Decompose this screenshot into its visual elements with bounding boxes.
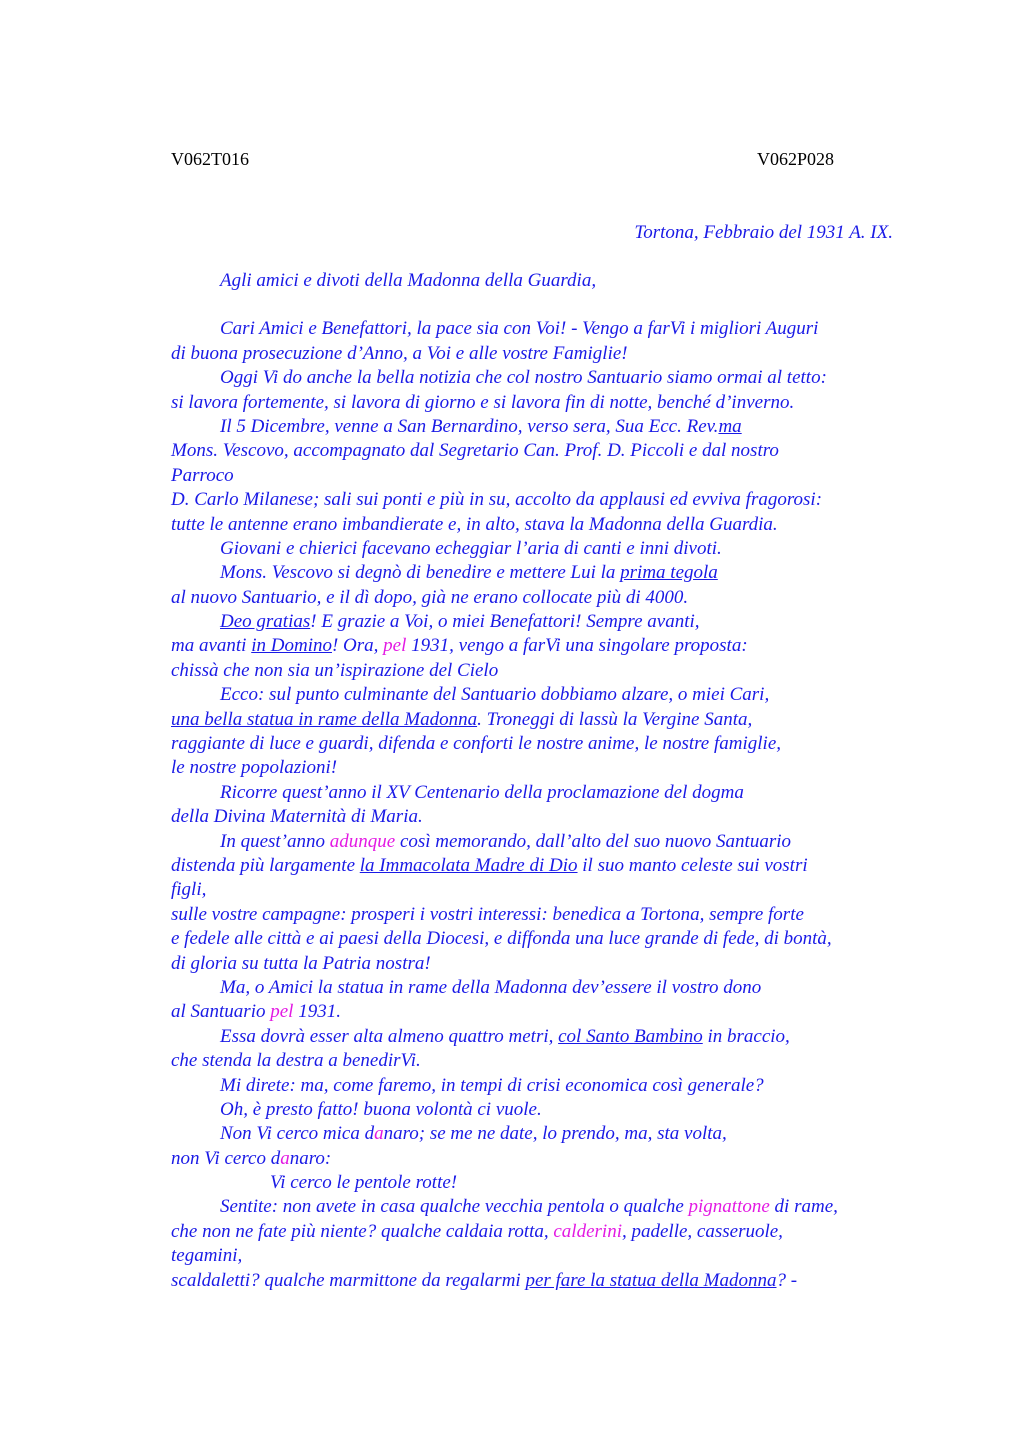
letter-line: si lavora fortemente, si lavora di giorno e si lavora fin di notte, benché d’inverno. [171, 391, 795, 413]
highlighted-word: calderini [553, 1220, 622, 1242]
letter-line: Giovani e chierici facevano echeggiar l’aria di canti e inni divoti. [220, 537, 722, 559]
letter-line: Mi direte: ma, come faremo, in tempi di crisi economica così generale? [220, 1074, 764, 1096]
document-code-right: V062P028 [757, 149, 835, 169]
letter-line: Mons. Vescovo, accompagnato dal Segretario Can. Prof. D. Piccoli e dal nostro [171, 440, 779, 462]
underlined-text: in Domino [251, 635, 332, 657]
letter-line: Oh, è presto fatto! buona volontà ci vuole. [220, 1098, 542, 1120]
letter-line: che stenda la destra a benedirVi. [171, 1050, 421, 1072]
letter-line: Vi cerco le pentole rotte! [270, 1172, 458, 1194]
letter-line: sulle vostre campagne: prosperi i vostri interessi: benedica a Tortona, sempre forte [171, 903, 804, 925]
letter-line: Non Vi cerco mica danaro; se me ne date, lo prendo, ma, sta volta, [220, 1123, 727, 1145]
document-code-left: V062T016 [171, 149, 249, 169]
letter-line: Il 5 Dicembre, venne a San Bernardino, verso sera, Sua Ecc. Rev.ma [220, 415, 742, 437]
highlighted-word: adunque [329, 830, 396, 852]
letter-line: che non ne fate più niente? qualche caldaia rotta, calderini, padelle, casseruole, [171, 1220, 783, 1242]
letter-line: Mons. Vescovo si degnò di benedire e mettere Lui la prima tegola [220, 562, 718, 584]
letter-line: Cari Amici e Benefattori, la pace sia con Voi! - Vengo a farVi i migliori Auguri [220, 318, 819, 340]
underlined-text: una bella statua in rame della Madonna [171, 708, 478, 730]
highlighted-letter: a [280, 1147, 290, 1169]
highlighted-word: pignattone [688, 1196, 770, 1218]
letter-line: non Vi cerco danaro: [171, 1147, 332, 1169]
underlined-text: prima tegola [620, 562, 718, 584]
greeting: Agli amici e divoti della Madonna della Guardia, [220, 270, 597, 291]
letter-line: Parroco [171, 464, 234, 486]
underlined-text: per fare la statua della Madonna [525, 1269, 777, 1291]
letter-line: D. Carlo Milanese; sali sui ponti e più in su, accolto da applausi ed evviva fragorosi: [171, 489, 823, 511]
letter-line: al Santuario pel 1931. [171, 1001, 341, 1023]
highlighted-letter: a [374, 1123, 384, 1145]
letter-line: di gloria su tutta la Patria nostra! [171, 952, 431, 974]
letter-line: della Divina Maternità di Maria. [171, 806, 423, 828]
letter-line: In quest’anno adunque così memorando, dall’alto del suo nuovo Santuario [220, 830, 792, 852]
letter-line: raggiante di luce e guardi, difenda e conforti le nostre anime, le nostre famiglie, [171, 733, 782, 755]
highlighted-word: pel [270, 1001, 294, 1023]
letter-line: Ma, o Amici la statua in rame della Madonna dev’essere il vostro dono [220, 976, 762, 998]
underlined-text: la Immacolata Madre di Dio [359, 854, 578, 876]
letter-body [171, 269, 901, 1293]
letter-line: distenda più largamente la Immacolata Madre di Dio il suo manto celeste sui vostri [171, 854, 808, 876]
letter-line: le nostre popolazioni! [171, 757, 338, 779]
letter-line: e fedele alle città e ai paesi della Diocesi, e diffonda una luce grande di fede, di bontà, [171, 928, 832, 950]
letter-line: di buona prosecuzione d’Anno, a Voi e alle vostre Famiglie! [171, 342, 628, 364]
letter-line: una bella statua in rame della Madonna. Troneggi di lassù la Vergine Santa, [171, 708, 753, 730]
letter-line: Ricorre quest’anno il XV Centenario della proclamazione del dogma [220, 781, 744, 803]
letter-line: Sentite: non avete in casa qualche vecchia pentola o qualche pignattone di rame, [220, 1196, 838, 1218]
letter-line: Ecco: sul punto culminante del Santuario dobbiamo alzare, o miei Cari, [220, 684, 770, 706]
highlighted-word: pel [383, 635, 407, 657]
letter-line: ma avanti in Domino! Ora, pel 1931, vengo a farVi una singolare proposta: [171, 635, 748, 657]
letter-line: scaldaletti? qualche marmittone da regalarmi per fare la statua della Madonna? - [171, 1269, 798, 1291]
letter-line: Oggi Vi do anche la bella notizia che col nostro Santuario siamo ormai al tetto: [220, 367, 827, 389]
underlined-text: ma [718, 415, 742, 437]
underlined-text: col Santo Bambino [558, 1025, 703, 1047]
letter-line: al nuovo Santuario, e il dì dopo, già ne erano collocate più di 4000. [171, 586, 689, 608]
letter-line: chissà che non sia un’ispirazione del Cielo [171, 659, 499, 681]
letter-line: tutte le antenne erano imbandierate e, in alto, stava la Madonna della Guardia. [171, 513, 778, 535]
letter-line: Deo gratias! E grazie a Voi, o miei Benefattori! Sempre avanti, [220, 611, 700, 633]
letter-line: tegamini, [171, 1245, 243, 1267]
date-line: Tortona, Febbraio del 1931 A. IX. [634, 222, 893, 243]
letter-line: figli, [171, 879, 207, 901]
letter-line: Essa dovrà esser alta almeno quattro metri, col Santo Bambino in braccio, [220, 1025, 790, 1047]
underlined-text: Deo gratias [220, 611, 311, 633]
